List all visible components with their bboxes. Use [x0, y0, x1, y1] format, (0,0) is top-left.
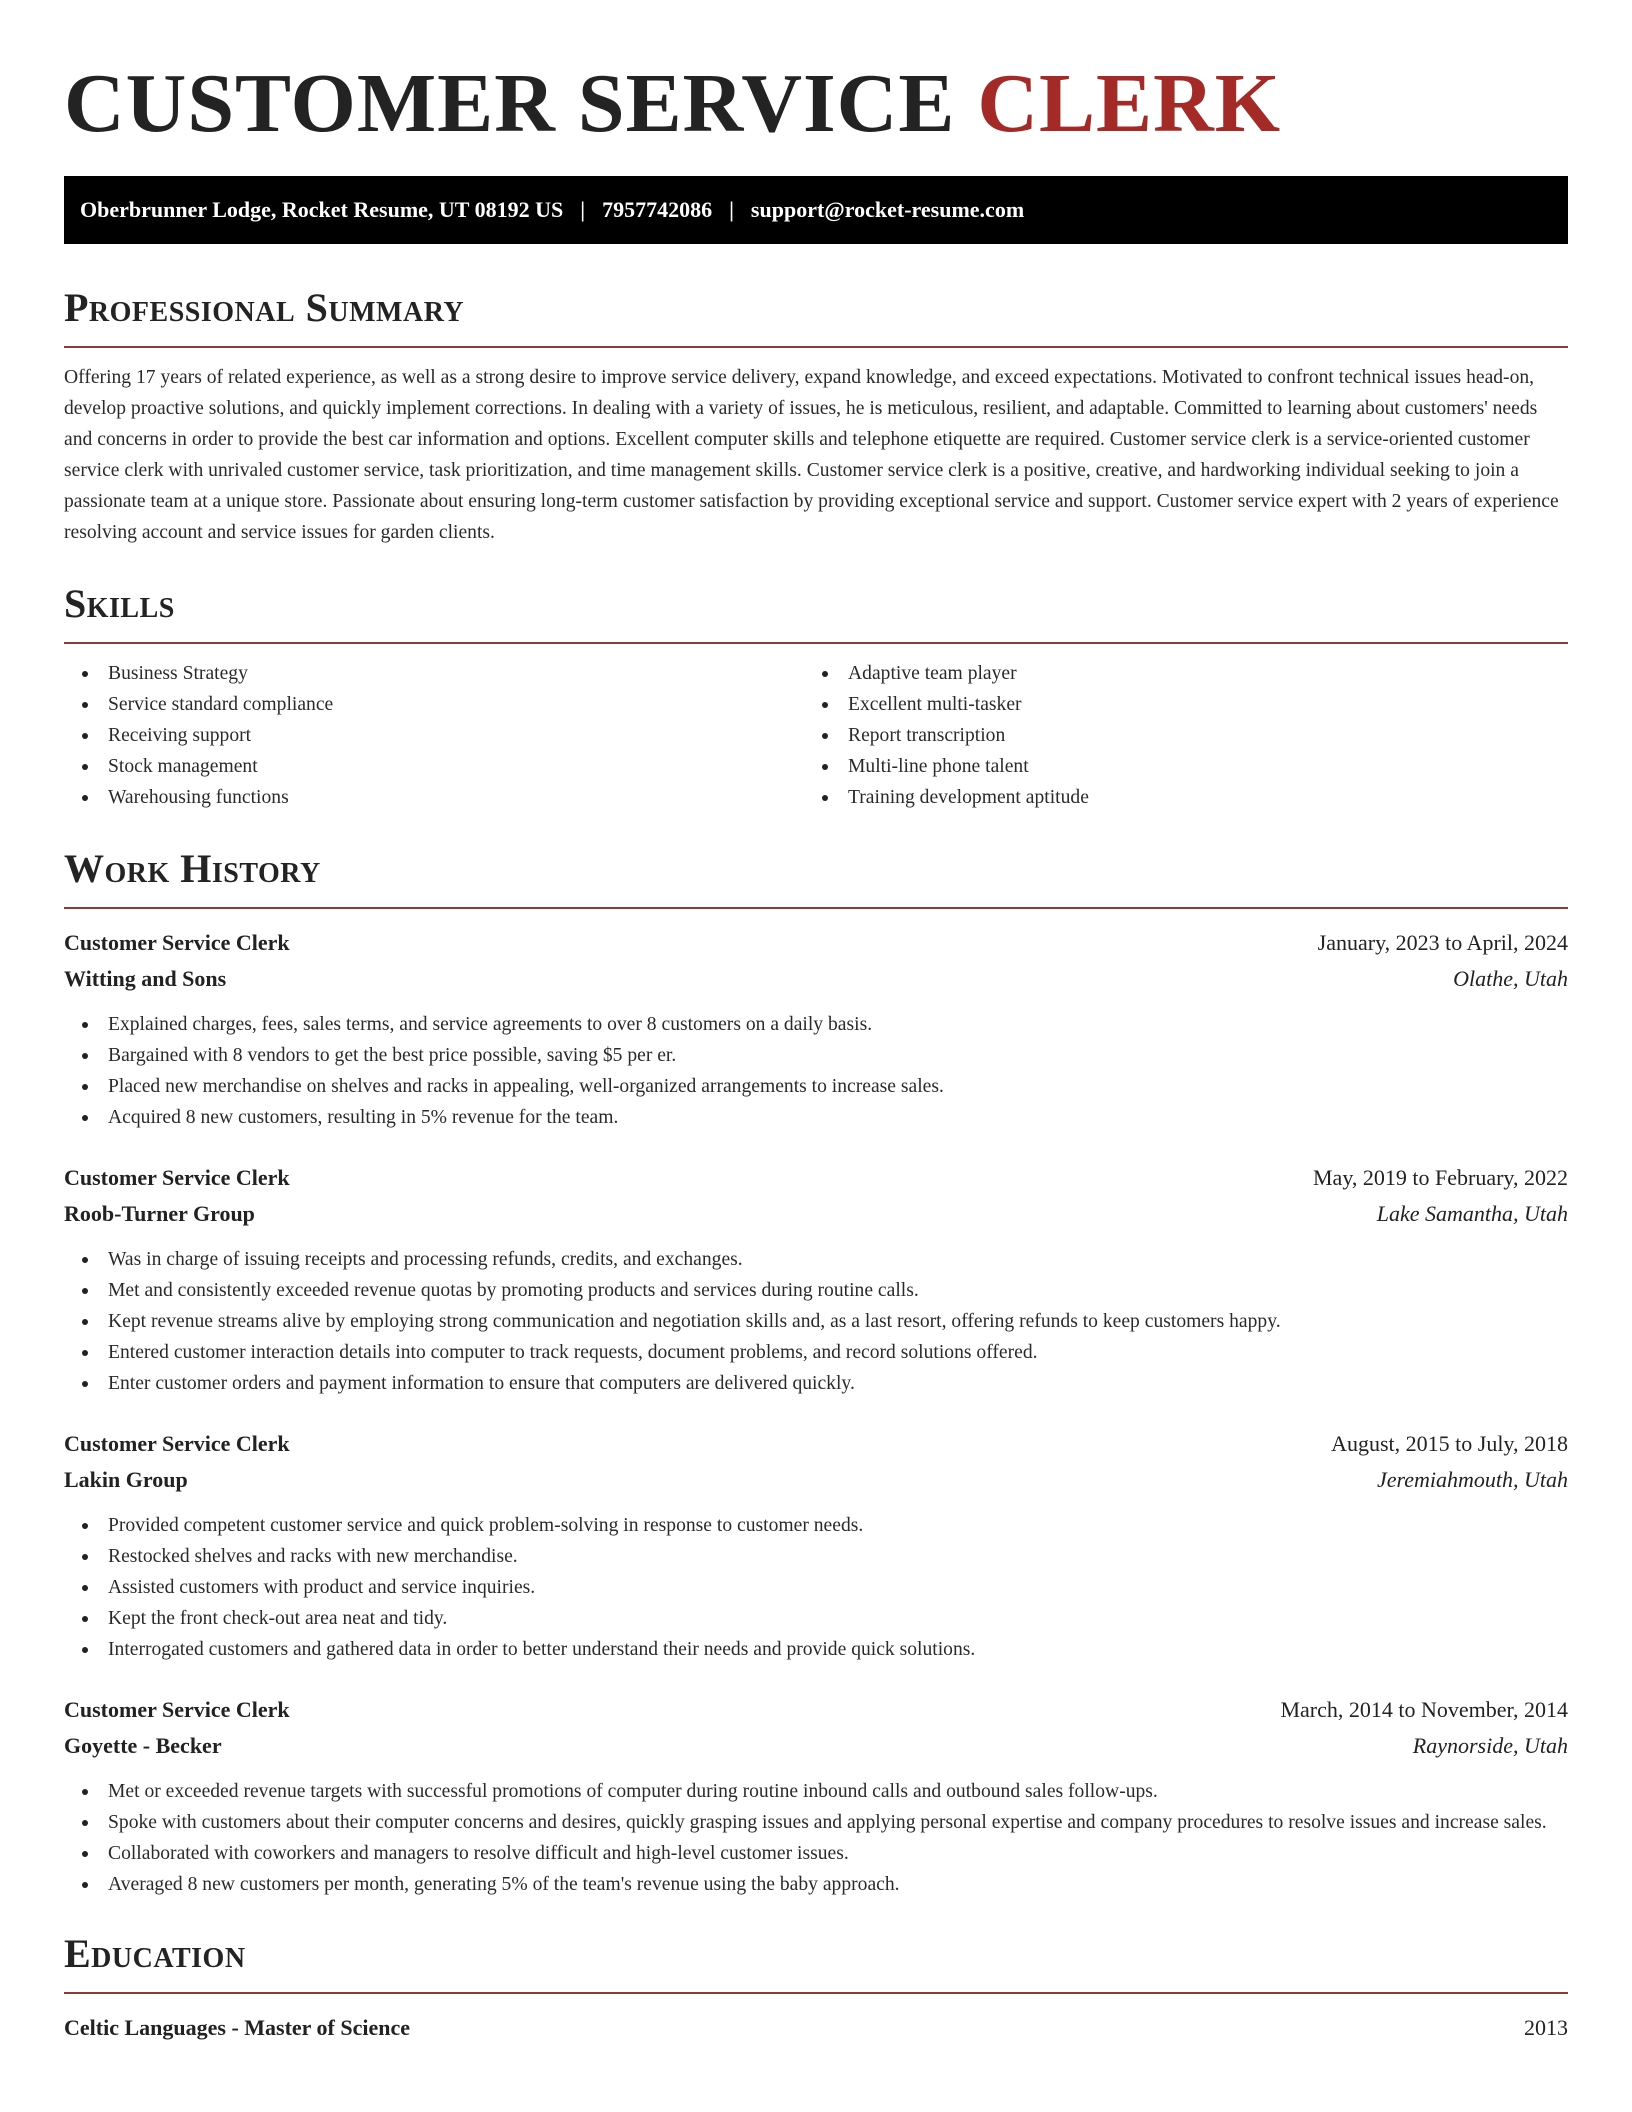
education-degree: Celtic Languages - Master of Science: [64, 2015, 411, 2040]
job-dates: August, 2015 to July, 2018: [1331, 1431, 1568, 1456]
job-header-row: [64, 1160, 1568, 1196]
skill-item: Training development aptitude: [804, 782, 1544, 813]
job-bullet: Kept revenue streams alive by employing strong communication and negotiation skills and, as a last resort, offering refunds to keep customers happy.: [64, 1306, 1568, 1337]
skill-item: Warehousing functions: [64, 782, 804, 813]
skills-section: [64, 580, 1568, 813]
contact-separator: |: [729, 197, 734, 222]
job-bullet: Assisted customers with product and service inquiries.: [64, 1572, 1568, 1603]
contact-separator: |: [580, 197, 586, 222]
skill-item: Business Strategy: [64, 658, 804, 689]
job-header-row: [64, 1692, 1568, 1728]
skill-item: Multi-line phone talent: [804, 751, 1544, 782]
skills-list-left: [64, 658, 804, 813]
job-bullet: Placed new merchandise on shelves and racks in appealing, well-organized arrangements to increase sales.: [64, 1071, 1568, 1102]
job-bullets: [64, 1510, 1568, 1665]
skill-item: Adaptive team player: [804, 658, 1544, 689]
job-bullet: Entered customer interaction details into computer to track requests, document problems, and record solutions offered.: [64, 1337, 1568, 1368]
summary-text: Offering 17 years of related experience, as well as a strong desire to improve service delivery, expand knowledge, and exceed expectations. Motivated to confront technical issues head-on, develop proactive solutions, and quickly implement corrections. In dealing with a variety of issues, he is meticulous, resilient, and adaptable. Committed to learning about customers' needs and concerns in order to provide the best car information and options. Excellent computer skills and telephone etiquette are required. Customer service clerk is a service-oriented customer service clerk with unrivaled customer service, task prioritization, and time management skills. Customer service clerk is a positive, creative, and hardworking individual seeking to join a passionate team at a unique store. Passionate about ensuring long-term customer satisfaction by providing exceptional service and support. Customer service expert with 2 years of experience resolving account and service issues for garden clients.: [64, 367, 1559, 543]
contact-email: support@rocket-resume.com: [750, 197, 1025, 222]
contact-address: Oberbrunner Lodge, Rocket Resume, UT 08192 US: [80, 197, 564, 222]
contact-bar: [64, 176, 1568, 244]
title-accent: CLERK: [977, 57, 1282, 150]
job-company: Lakin Group: [64, 1467, 188, 1492]
job-company: Roob-Turner Group: [64, 1201, 255, 1226]
job-entry: [64, 1692, 1568, 1900]
job-title: Customer Service Clerk: [64, 1165, 290, 1190]
education-row: [64, 2010, 1568, 2046]
job-company-row: [64, 1728, 1568, 1764]
job-location: Olathe, Utah: [1453, 966, 1568, 991]
skill-item: Stock management: [64, 751, 804, 782]
skill-item: Excellent multi-tasker: [804, 689, 1544, 720]
section-divider: [64, 1992, 1568, 1994]
education-year: 2013: [1524, 2015, 1568, 2040]
job-header-row: [64, 1426, 1568, 1462]
title-main: CUSTOMER SERVICE: [64, 57, 978, 150]
job-company: Goyette - Becker: [64, 1733, 222, 1758]
contact-phone: 7957742086: [602, 197, 713, 222]
job-bullet: Bargained with 8 vendors to get the best price possible, saving $5 per er.: [64, 1040, 1568, 1071]
summary-section: [64, 284, 1568, 548]
job-entry: [64, 1160, 1568, 1399]
job-title: Customer Service Clerk: [64, 1697, 290, 1722]
job-title: Customer Service Clerk: [64, 1431, 290, 1456]
education-heading: Education: [64, 1931, 246, 1976]
resume-title: [64, 0, 1568, 150]
job-bullet: Was in charge of issuing receipts and processing refunds, credits, and exchanges.: [64, 1244, 1568, 1275]
job-bullet: Restocked shelves and racks with new merchandise.: [64, 1541, 1568, 1572]
job-bullet: Explained charges, fees, sales terms, and service agreements to over 8 customers on a daily basis.: [64, 1009, 1568, 1040]
job-bullets: [64, 1009, 1568, 1133]
job-entry: [64, 925, 1568, 1133]
work-section: [64, 845, 1568, 1900]
summary-heading: Professional Summary: [64, 285, 465, 330]
job-dates: May, 2019 to February, 2022: [1313, 1165, 1568, 1190]
section-divider: [64, 907, 1568, 909]
job-bullet: Collaborated with coworkers and managers to resolve difficult and high-level customer issues.: [64, 1838, 1568, 1869]
job-bullet: Met and consistently exceeded revenue quotas by promoting products and services during routine calls.: [64, 1275, 1568, 1306]
job-bullet: Averaged 8 new customers per month, generating 5% of the team's revenue using the baby approach.: [64, 1869, 1568, 1900]
job-bullet: Acquired 8 new customers, resulting in 5% revenue for the team.: [64, 1102, 1568, 1133]
job-bullet: Provided competent customer service and quick problem-solving in response to customer needs.: [64, 1510, 1568, 1541]
job-dates: March, 2014 to November, 2014: [1280, 1697, 1568, 1722]
job-dates: January, 2023 to April, 2024: [1317, 930, 1568, 955]
job-header-row: [64, 925, 1568, 961]
section-divider: [64, 642, 1568, 644]
job-location: Jeremiahmouth, Utah: [1376, 1467, 1568, 1492]
skill-item: Service standard compliance: [64, 689, 804, 720]
education-section: [64, 1930, 1568, 2046]
job-bullets: [64, 1776, 1568, 1900]
work-heading: Work History: [64, 846, 321, 891]
job-company-row: [64, 1196, 1568, 1232]
job-company-row: [64, 1462, 1568, 1498]
job-company: Witting and Sons: [64, 966, 227, 991]
skills-grid: [64, 658, 1568, 813]
section-divider: [64, 346, 1568, 348]
job-entry: [64, 1426, 1568, 1665]
job-location: Raynorside, Utah: [1412, 1733, 1568, 1758]
job-bullets: [64, 1244, 1568, 1399]
skills-list-right: [804, 658, 1544, 813]
skill-item: Receiving support: [64, 720, 804, 751]
job-bullet: Interrogated customers and gathered data in order to better understand their needs and provide quick solutions.: [64, 1634, 1568, 1665]
job-title: Customer Service Clerk: [64, 930, 290, 955]
skill-item: Report transcription: [804, 720, 1544, 751]
job-bullet: Kept the front check-out area neat and tidy.: [64, 1603, 1568, 1634]
job-location: Lake Samantha, Utah: [1376, 1201, 1568, 1226]
skills-heading: Skills: [64, 581, 175, 626]
job-bullet: Met or exceeded revenue targets with successful promotions of computer during routine inbound calls and outbound sales follow-ups.: [64, 1776, 1568, 1807]
job-bullet: Enter customer orders and payment information to ensure that computers are delivered quickly.: [64, 1368, 1568, 1399]
job-company-row: [64, 961, 1568, 997]
job-bullet: Spoke with customers about their computer concerns and desires, quickly grasping issues and applying personal expertise and company procedures to resolve issues and increase sales.: [64, 1807, 1568, 1838]
